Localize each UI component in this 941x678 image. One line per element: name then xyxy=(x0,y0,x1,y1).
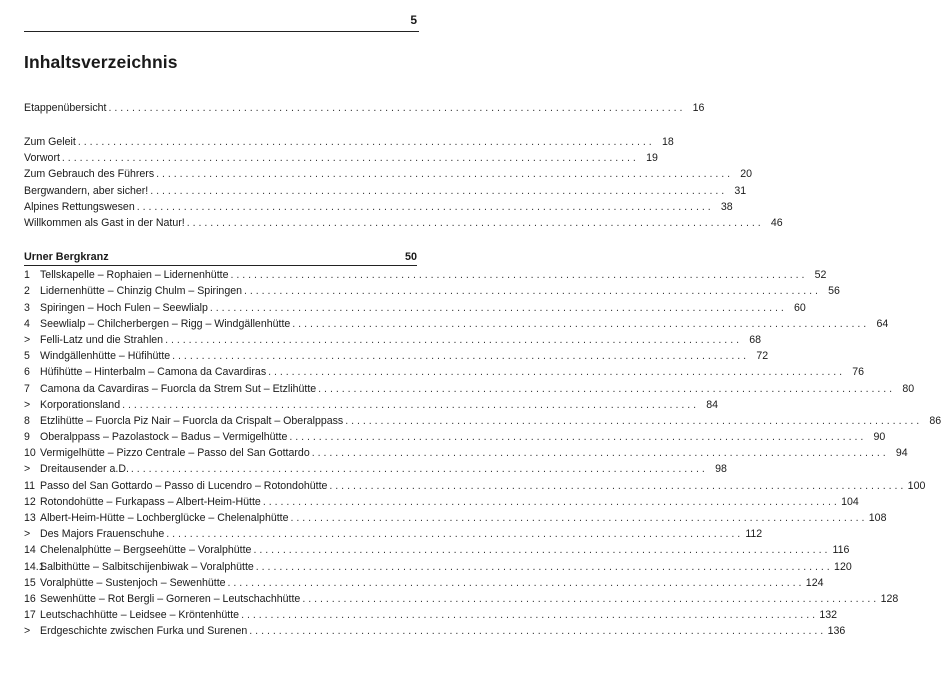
leader-dots xyxy=(345,413,919,429)
toc-section xyxy=(24,249,941,640)
toc-entry-number: 3 xyxy=(24,301,30,314)
toc-entry-title: Rotondohütte – Furkapass – Albert-Heim-Hütte xyxy=(40,495,261,508)
section-page: 50 xyxy=(404,251,417,263)
toc-entry[interactable] xyxy=(24,591,899,607)
toc-entry-title: Bergwandern, aber sicher! xyxy=(24,184,149,197)
leader-dots xyxy=(256,559,830,575)
toc-entry-page: 120 xyxy=(834,560,852,573)
toc-entry[interactable] xyxy=(24,134,674,150)
toc-front-matter xyxy=(24,134,783,231)
leader-dots xyxy=(249,623,823,639)
toc-entry-title: Etzlihütte – Fuorcla Piz Nair – Fuorcla da Crispalt – Oberalppass xyxy=(40,414,344,427)
toc-entry-page: 19 xyxy=(646,152,658,165)
toc-entry-number: 16 xyxy=(24,592,36,605)
toc-entry-number: > xyxy=(24,333,31,346)
leader-dots xyxy=(187,215,761,231)
toc-entry[interactable] xyxy=(24,381,915,397)
toc-entry[interactable] xyxy=(24,542,850,558)
toc-entry-title: Etappenübersicht xyxy=(24,102,107,114)
toc-entry-page: 76 xyxy=(852,366,865,379)
toc-entry-page: 94 xyxy=(895,447,908,460)
toc-entry-page: 84 xyxy=(706,398,719,411)
toc-entry[interactable] xyxy=(24,413,941,429)
toc-entry[interactable] xyxy=(24,510,887,526)
section-heading[interactable] xyxy=(24,249,417,266)
toc-entry-title: Camona da Cavardiras – Fuorcla da Strem Sut – Etzlihütte xyxy=(40,382,317,395)
toc-entry-number: 10 xyxy=(24,447,36,460)
toc-entry[interactable] xyxy=(24,575,824,591)
toc-intro xyxy=(24,100,705,116)
toc-entry[interactable] xyxy=(24,215,783,231)
toc-entry-number: 12 xyxy=(24,495,36,508)
toc-entry[interactable] xyxy=(24,397,719,413)
leader-dots xyxy=(228,575,802,591)
toc-entry-page: 86 xyxy=(929,414,941,427)
toc-entry[interactable] xyxy=(24,332,762,348)
toc-entry-number: 7 xyxy=(24,382,30,395)
leader-dots xyxy=(291,510,865,526)
toc-entry-title: Tellskapelle – Rophaien – Lidernenhütte xyxy=(40,269,229,282)
toc-entry-page: 60 xyxy=(794,301,806,314)
toc-entry-page: 128 xyxy=(880,592,899,605)
leader-dots xyxy=(244,283,818,299)
toc-entry-page: 90 xyxy=(873,431,886,444)
leader-dots xyxy=(263,494,837,510)
toc-entry-number: 4 xyxy=(24,317,30,330)
toc-entry[interactable] xyxy=(24,445,908,461)
toc-entry[interactable] xyxy=(24,364,865,380)
leader-dots xyxy=(172,348,746,364)
leader-dots xyxy=(268,364,842,380)
leader-dots xyxy=(166,526,740,542)
toc-entry-page: 46 xyxy=(770,216,783,229)
toc-entry-title: Vorwort xyxy=(24,152,60,165)
toc-entry-title: Dreitausender a.D. xyxy=(40,463,129,476)
toc-entry-title: Willkommen als Gast in der Natur! xyxy=(24,216,185,229)
leader-dots xyxy=(241,607,815,623)
toc-entry-number: 14.1 xyxy=(24,560,45,573)
toc-entry[interactable] xyxy=(24,183,747,199)
leader-dots xyxy=(150,183,724,199)
toc-entry-page: 20 xyxy=(740,168,753,181)
toc-entry-page: 38 xyxy=(720,200,733,213)
toc-entry-number: 8 xyxy=(24,414,30,427)
toc-entry-title: Lidernenhütte – Chinzig Chulm – Spiringen xyxy=(40,285,242,298)
leader-dots xyxy=(292,316,866,332)
toc-entry-title: Zum Geleit xyxy=(24,136,76,148)
toc-entry-title: Alpines Rettungswesen xyxy=(24,200,135,213)
toc-entry-number: > xyxy=(24,625,31,638)
toc-entry-page: 116 xyxy=(832,544,850,557)
toc-entry[interactable] xyxy=(24,150,658,166)
toc-entry-title: Leutschachhütte – Leidsee – Kröntenhütte xyxy=(40,609,240,622)
toc-entry-page: 124 xyxy=(805,576,824,589)
toc-entry[interactable] xyxy=(24,429,886,445)
toc-entry-title: Zum Gebrauch des Führers xyxy=(24,168,155,181)
toc-entry-title: Windgällenhütte – Hüfihütte xyxy=(40,350,171,363)
leader-dots xyxy=(302,591,876,607)
toc-entry[interactable] xyxy=(24,267,827,283)
toc-entry-number: 14 xyxy=(24,544,36,557)
toc-entry-page: 136 xyxy=(827,625,846,638)
toc-entry-title: Spiringen – Hoch Fulen – Seewlialp xyxy=(40,301,208,314)
toc-entry-page: 16 xyxy=(692,102,705,114)
leader-dots xyxy=(108,100,682,116)
leader-dots xyxy=(318,381,892,397)
toc-entry-page: 112 xyxy=(745,528,763,541)
toc-entry-number: 9 xyxy=(24,431,30,444)
leader-dots xyxy=(329,478,903,494)
toc-entry[interactable] xyxy=(24,283,840,299)
toc-entry-page: 56 xyxy=(828,285,840,298)
toc-entry-title: Seewlialp – Chilcherbergen – Rigg – Windgällenhütte xyxy=(40,317,291,330)
toc-entry-number: 15 xyxy=(24,576,36,589)
toc-entry[interactable] xyxy=(24,348,769,364)
toc-entry[interactable] xyxy=(24,100,705,116)
toc-entry-title: Korporationsland xyxy=(40,398,121,411)
toc-entry-title: Hüfihütte – Hinterbalm – Camona da Cavardiras xyxy=(40,366,267,379)
toc-entry[interactable] xyxy=(24,166,753,182)
toc-entry-title: Felli-Latz und die Strahlen xyxy=(40,333,164,346)
toc-entry[interactable] xyxy=(24,526,763,542)
leader-dots xyxy=(289,429,863,445)
toc-entry[interactable] xyxy=(24,300,806,316)
toc-entry-title: Albert-Heim-Hütte – Lochberglücke – Chelenalphütte xyxy=(40,512,289,524)
page-number: 5 xyxy=(410,13,417,27)
toc-entry[interactable] xyxy=(24,607,838,623)
toc-entry-page: 132 xyxy=(819,609,838,622)
section-title: Urner Bergkranz xyxy=(24,251,109,263)
toc-entry[interactable] xyxy=(24,461,727,477)
leader-dots xyxy=(165,332,739,348)
leader-dots xyxy=(253,542,827,558)
toc-entry-title: Oberalppass – Pazolastock – Badus – Vermigelhütte xyxy=(40,431,288,444)
toc-entry-page: 80 xyxy=(902,382,915,395)
toc-entry-title: Salbithütte – Salbitschijenbiwak – Voralphütte xyxy=(40,560,254,573)
toc-entry-page: 72 xyxy=(756,350,769,363)
toc-entry-page: 104 xyxy=(841,495,859,508)
leader-dots xyxy=(210,300,784,316)
toc-entry-number: > xyxy=(24,398,31,411)
toc-entry-title: Des Majors Frauenschuhe xyxy=(40,528,165,541)
toc-entry-number: 17 xyxy=(24,609,36,622)
leader-dots xyxy=(122,397,696,413)
toc-entry-number: 11 xyxy=(24,479,35,492)
toc-entry[interactable] xyxy=(24,199,733,215)
toc-entry-page: 68 xyxy=(749,333,762,346)
toc-entry-number: > xyxy=(24,528,31,541)
toc-entry-number: 6 xyxy=(24,366,30,379)
toc-entry-title: Voralphütte – Sustenjoch – Sewenhütte xyxy=(40,576,226,589)
toc-entry-page: 108 xyxy=(868,512,887,524)
leader-dots xyxy=(230,267,804,283)
toc-entry-title: Passo del San Gottardo – Passo di Lucendro – Rotondohütte xyxy=(40,479,328,492)
leader-dots xyxy=(131,461,705,477)
leader-dots xyxy=(156,166,730,182)
toc-entry[interactable] xyxy=(24,494,859,510)
toc-entry[interactable] xyxy=(24,316,889,332)
toc-entry-page: 98 xyxy=(715,463,727,476)
toc-entry-number: 13 xyxy=(24,512,36,524)
toc-entry-page: 18 xyxy=(661,136,674,148)
toc-entry[interactable] xyxy=(24,623,846,639)
page-title: Inhaltsverzeichnis xyxy=(24,52,178,72)
leader-dots xyxy=(62,150,636,166)
toc-entry-title: Sewenhütte – Rot Bergli – Gorneren – Leutschachhütte xyxy=(40,592,301,605)
toc-entry-number: 2 xyxy=(24,285,30,298)
toc-entry-title: Vermigelhütte – Pizzo Centrale – Passo del San Gottardo xyxy=(40,447,310,460)
toc-entry-page: 64 xyxy=(876,317,889,330)
leader-dots xyxy=(78,134,652,150)
leader-dots xyxy=(137,199,711,215)
toc-entry-title: Erdgeschichte zwischen Furka und Surenen xyxy=(40,625,248,638)
page-header xyxy=(24,11,419,32)
toc-entry-page: 100 xyxy=(907,479,926,492)
toc-entry-number: 5 xyxy=(24,350,30,363)
toc-entry-number: 1 xyxy=(24,269,30,282)
toc-entry-title: Chelenalphütte – Bergseehütte – Voralphütte xyxy=(40,544,252,557)
toc-entry-page: 31 xyxy=(734,184,747,197)
leader-dots xyxy=(312,445,886,461)
toc-entry-page: 52 xyxy=(814,269,827,282)
toc-entry[interactable] xyxy=(24,559,852,575)
toc-entry[interactable] xyxy=(24,478,926,494)
toc-entry-number: > xyxy=(24,463,31,476)
toc-stages xyxy=(24,267,941,639)
